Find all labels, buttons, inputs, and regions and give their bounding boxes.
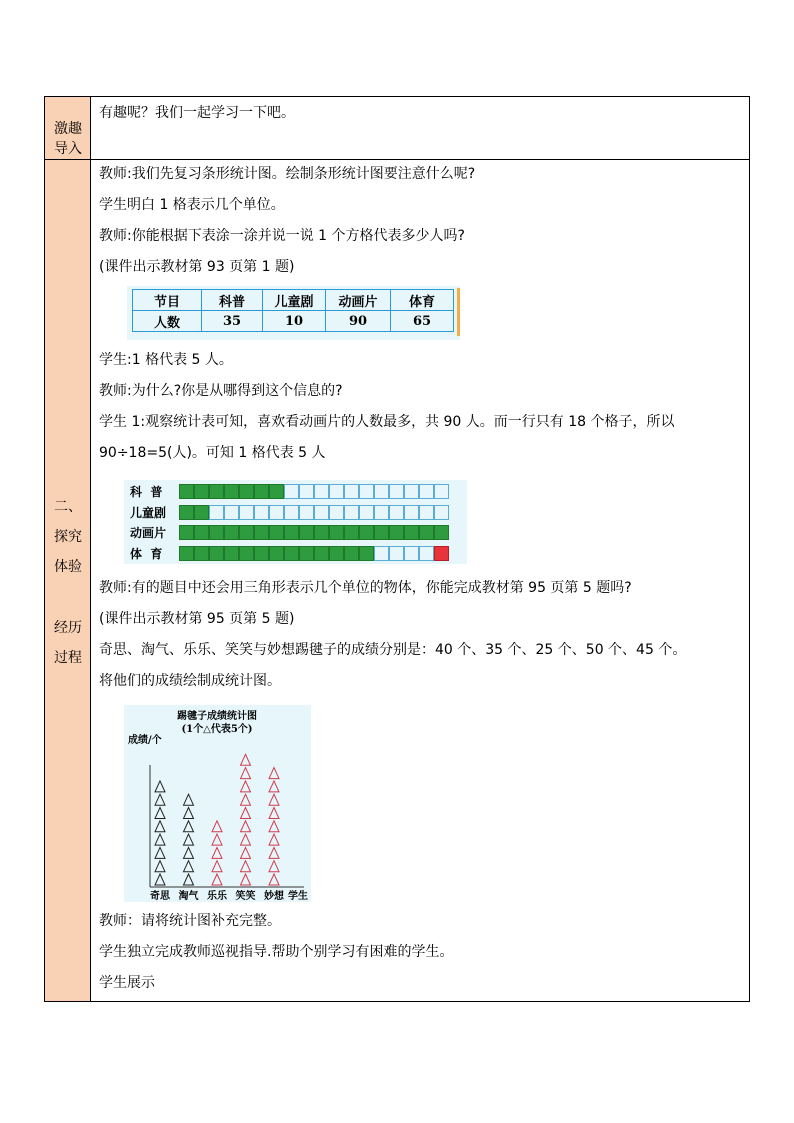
grid-square xyxy=(359,525,374,540)
table-cell: 动画片 xyxy=(326,290,391,311)
body-line: 将他们的成绩绘制成统计图。 xyxy=(99,673,281,689)
table-cell: 体育 xyxy=(391,290,454,311)
triangle-mark xyxy=(269,834,279,845)
grid-square xyxy=(314,546,329,561)
content-cell-intro xyxy=(91,97,749,159)
chart-subtitle: (1个△代表5个) xyxy=(181,724,253,735)
x-axis-label: 学生 xyxy=(288,891,308,902)
body-line: 教师:你能根据下表涂一涂并说一说 1 个方格代表多少人吗? xyxy=(99,228,465,244)
triangle-mark xyxy=(269,781,279,792)
table-cell: 35 xyxy=(202,311,263,332)
bar-grid-label: 动画片 xyxy=(130,526,167,540)
side-label-line: 探究 xyxy=(54,529,82,545)
grid-square xyxy=(269,525,284,540)
bar-grid-row xyxy=(124,503,467,523)
triangle-mark xyxy=(184,874,194,885)
grid-square xyxy=(434,525,449,540)
grid-square xyxy=(284,484,299,499)
grid-square xyxy=(404,525,419,540)
grid-square xyxy=(374,525,389,540)
triangle-mark xyxy=(184,861,194,872)
data-table xyxy=(132,289,454,332)
body-line: 奇思、淘气、乐乐、笑笑与妙想踢毽子的成绩分别是：40 个、35 个、25 个、50 个、45 个。 xyxy=(99,642,687,658)
image-edge xyxy=(457,288,460,336)
triangle-mark xyxy=(212,821,222,832)
grid-square xyxy=(314,484,329,499)
lesson-table xyxy=(44,96,750,1002)
grid-square xyxy=(254,525,269,540)
grid-square xyxy=(239,546,254,561)
grid-square xyxy=(359,546,374,561)
grid-square xyxy=(299,525,314,540)
x-tick-label: 乐乐 xyxy=(207,891,227,902)
grid-square xyxy=(224,525,239,540)
triangle-mark xyxy=(184,847,194,858)
table-cell: 10 xyxy=(263,311,326,332)
triangle-mark xyxy=(241,821,251,832)
side-label-line: 二、 xyxy=(54,499,82,515)
grid-square xyxy=(224,546,239,561)
grid-square xyxy=(374,546,389,561)
grid-square xyxy=(269,546,284,561)
triangle-mark xyxy=(269,847,279,858)
grid-square xyxy=(314,525,329,540)
body-line: 学生 1:观察统计表可知，喜欢看动画片的人数最多，共 90 人。而一行只有 18 个格子，所以 xyxy=(99,414,675,430)
triangle-mark xyxy=(155,874,165,885)
grid-square xyxy=(374,505,389,520)
triangle-mark xyxy=(241,768,251,779)
grid-square xyxy=(224,505,239,520)
side-cell-intro xyxy=(45,97,91,159)
data-table-image xyxy=(127,286,460,340)
table-cell: 人数 xyxy=(133,311,202,332)
grid-square xyxy=(329,525,344,540)
grid-square xyxy=(299,505,314,520)
side-cell-explore xyxy=(45,160,91,1001)
grid-square xyxy=(419,546,434,561)
row-intro xyxy=(45,97,749,160)
grid-square xyxy=(299,546,314,561)
triangle-mark xyxy=(184,821,194,832)
grid-square xyxy=(359,505,374,520)
grid-square xyxy=(419,505,434,520)
triangle-mark xyxy=(155,834,165,845)
body-line: 教师:我们先复习条形统计图。绘制条形统计图要注意什么呢? xyxy=(99,166,476,182)
grid-square xyxy=(239,525,254,540)
intro-text: 有趣呢？我们一起学习一下吧。 xyxy=(99,105,295,121)
grid-square xyxy=(284,505,299,520)
side-label-line: 激趣 xyxy=(54,121,82,137)
triangle-mark xyxy=(155,847,165,858)
triangle-mark xyxy=(155,781,165,792)
triangle-mark xyxy=(212,834,222,845)
triangle-mark xyxy=(212,861,222,872)
grid-square xyxy=(344,546,359,561)
triangle-mark xyxy=(241,781,251,792)
triangle-mark xyxy=(241,808,251,819)
grid-square xyxy=(194,546,209,561)
grid-square xyxy=(269,484,284,499)
grid-square xyxy=(194,484,209,499)
grid-square xyxy=(209,484,224,499)
grid-square xyxy=(404,546,419,561)
triangle-mark xyxy=(241,834,251,845)
table-cell: 节目 xyxy=(133,290,202,311)
grid-square xyxy=(284,546,299,561)
grid-square xyxy=(209,525,224,540)
side-label-line: 导入 xyxy=(54,141,82,157)
triangle-mark xyxy=(269,808,279,819)
triangle-mark xyxy=(184,794,194,805)
row-explore xyxy=(45,160,749,1001)
grid-square xyxy=(419,525,434,540)
grid-square xyxy=(374,484,389,499)
triangle-mark xyxy=(155,821,165,832)
body-line: 90÷18=5(人)。可知 1 格代表 5 人 xyxy=(99,445,326,461)
bar-grid-cells xyxy=(179,546,449,561)
triangle-mark xyxy=(269,874,279,885)
grid-square xyxy=(179,505,194,520)
grid-square xyxy=(434,546,449,561)
table-row xyxy=(133,290,454,311)
grid-square xyxy=(254,484,269,499)
body-line: 教师:为什么?你是从哪得到这个信息的? xyxy=(99,383,343,399)
triangle-mark xyxy=(241,754,251,765)
grid-square xyxy=(404,484,419,499)
grid-square xyxy=(209,546,224,561)
side-label-line: 经历 xyxy=(54,620,82,636)
body-line: 学生展示 xyxy=(99,975,155,991)
body-line: (课件出示教材第 93 页第 1 题) xyxy=(99,259,295,275)
body-line: (课件出示教材第 95 页第 5 题) xyxy=(99,611,295,627)
grid-square xyxy=(179,546,194,561)
grid-square xyxy=(299,484,314,499)
x-tick-label: 笑笑 xyxy=(235,891,256,902)
triangle-mark xyxy=(269,768,279,779)
x-tick-label: 奇思 xyxy=(150,891,170,902)
content-cell-explore xyxy=(91,160,749,1001)
side-label-line: 过程 xyxy=(54,650,82,666)
grid-square xyxy=(209,505,224,520)
grid-square xyxy=(434,505,449,520)
grid-square xyxy=(239,505,254,520)
triangle-mark xyxy=(155,794,165,805)
grid-square xyxy=(239,484,254,499)
table-cell: 儿童剧 xyxy=(263,290,326,311)
triangle-mark xyxy=(269,821,279,832)
grid-square xyxy=(314,505,329,520)
y-axis-label: 成绩/个 xyxy=(128,735,162,746)
triangle-mark xyxy=(241,847,251,858)
grid-square xyxy=(269,505,284,520)
grid-square xyxy=(434,484,449,499)
grid-square xyxy=(389,484,404,499)
body-line: 学生明白 1 格表示几个单位。 xyxy=(99,197,285,213)
body-line: 教师:有的题目中还会用三角形表示几个单位的物体，你能完成教材第 95 页第 5 题吗? xyxy=(99,580,632,596)
grid-square xyxy=(284,525,299,540)
table-row xyxy=(133,311,454,332)
triangle-mark xyxy=(184,834,194,845)
grid-square xyxy=(359,484,374,499)
grid-square xyxy=(224,484,239,499)
grid-square xyxy=(344,484,359,499)
triangle-mark xyxy=(212,874,222,885)
triangle-mark xyxy=(155,808,165,819)
grid-square xyxy=(179,525,194,540)
bar-grid-row xyxy=(124,482,467,502)
grid-square xyxy=(329,546,344,561)
triangle-mark xyxy=(212,847,222,858)
body-line: 学生:1 格代表 5 人。 xyxy=(99,352,233,368)
bar-grid-label: 体 育 xyxy=(130,546,163,561)
triangle-mark xyxy=(241,861,251,872)
chart-title: 踢毽子成绩统计图 xyxy=(177,711,257,722)
bar-grid-row xyxy=(124,544,467,564)
body-line: 学生独立完成教师巡视指导.帮助个别学习有困难的学生。 xyxy=(99,944,454,960)
x-tick-label: 淘气 xyxy=(178,891,199,902)
grid-square xyxy=(389,546,404,561)
grid-square xyxy=(344,525,359,540)
grid-square xyxy=(389,525,404,540)
bar-grid-cells xyxy=(179,484,449,499)
x-tick-label: 妙想 xyxy=(264,891,284,902)
table-cell: 科普 xyxy=(202,290,263,311)
grid-square xyxy=(404,505,419,520)
bar-grid-image xyxy=(124,480,467,564)
bar-grid-cells xyxy=(179,525,449,540)
grid-square xyxy=(344,505,359,520)
grid-square xyxy=(329,505,344,520)
grid-square xyxy=(329,484,344,499)
triangle-mark xyxy=(184,808,194,819)
triangle-chart-image xyxy=(124,705,311,902)
triangle-mark xyxy=(269,794,279,805)
bar-grid-label: 儿童剧 xyxy=(130,505,167,520)
table-cell: 90 xyxy=(326,311,391,332)
triangle-mark xyxy=(241,874,251,885)
grid-square xyxy=(254,546,269,561)
bar-grid-row xyxy=(124,523,467,543)
grid-square xyxy=(194,505,209,520)
grid-square xyxy=(179,484,194,499)
body-line: 教师：请将统计图补充完整。 xyxy=(99,913,281,929)
side-label-line: 体验 xyxy=(54,559,82,575)
triangle-chart xyxy=(124,705,311,902)
table-cell: 65 xyxy=(391,311,454,332)
bar-grid-cells xyxy=(179,505,449,520)
bar-grid-label: 科 普 xyxy=(130,485,163,499)
grid-square xyxy=(194,525,209,540)
grid-square xyxy=(419,484,434,499)
triangle-mark xyxy=(269,861,279,872)
triangle-mark xyxy=(241,794,251,805)
triangle-mark xyxy=(155,861,165,872)
grid-square xyxy=(254,505,269,520)
grid-square xyxy=(389,505,404,520)
